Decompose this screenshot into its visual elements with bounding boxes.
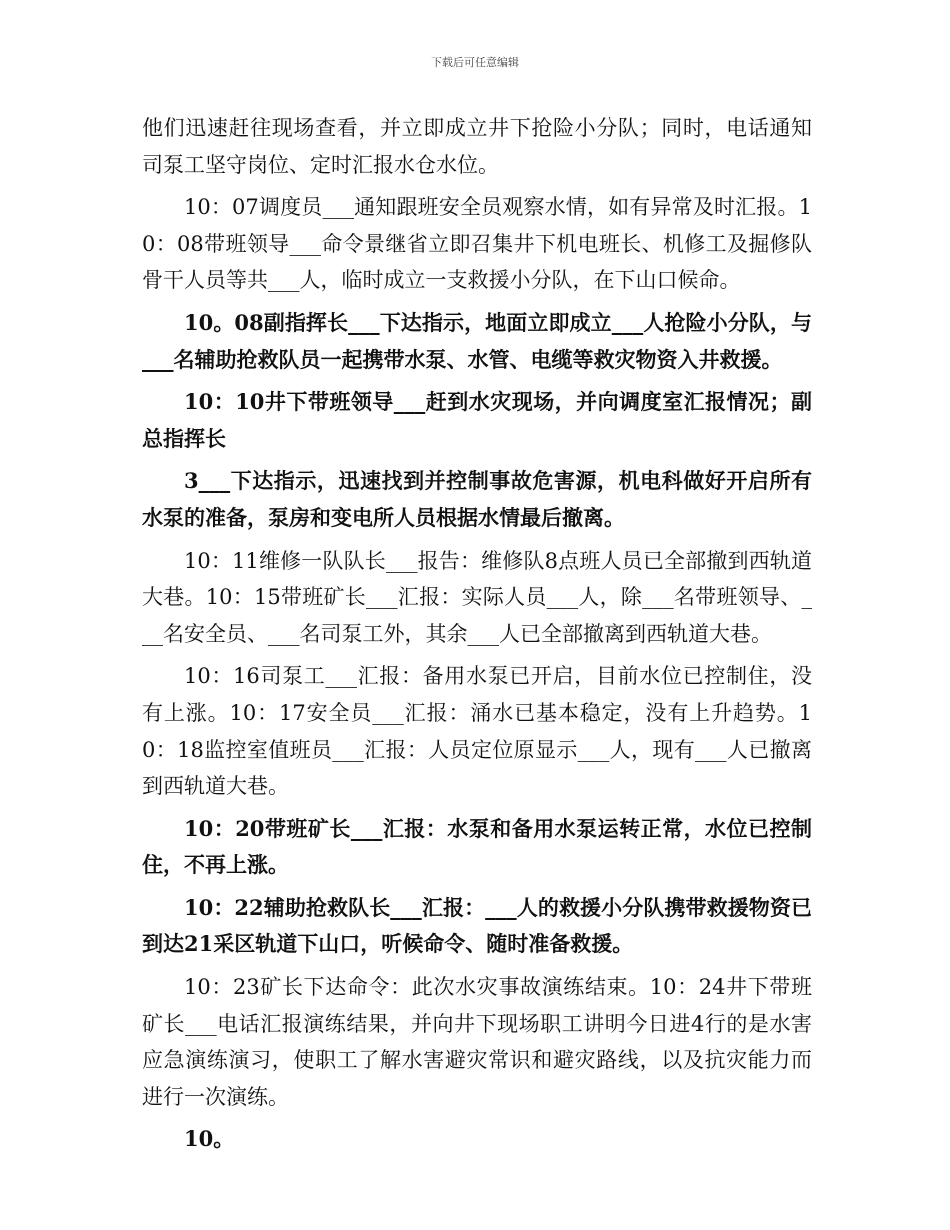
paragraph: 10：11维修一队队长___报告：维修队8点班人员已全部撤到西轨道大巷。10：15带班矿长___汇报：实际人员___人，除___名带班领导、___名安全员、___名司泵工外，其余___人已全部撤离到西轨道大巷。 — [142, 548, 812, 646]
paragraph: 10：23矿长下达命令：此次水灾事故演练结束。10：24井下带班矿长___电话汇报演练结果，并向井下现场职工讲明今日进4行的是水害应急演练演习，使职工了解水害避灾常识和避灾路线，以及抗灾能力而进行一次演练。 — [142, 975, 812, 1109]
paragraph: 10：16司泵工___汇报：备用水泵已开启，目前水位已控制住，没有上涨。10：17安全员___汇报：涌水已基本稳定，没有上升趋势。10：18监控室值班员___汇报：人员定位原显示___人，现有___人已撤离到西轨道大巷。 — [142, 664, 812, 799]
paragraph-bold: 10。 — [184, 1126, 235, 1152]
paragraph: 10：07调度员___通知跟班安全员观察水情，如有异常及时汇报。10：08带班领导___命令景继省立即召集井下机电班长、机修工及掘修队骨干人员等共___人，临时成立一支救援小分队，在下山口候命。 — [142, 195, 812, 293]
paragraph: 他们迅速赶往现场查看，并立即成立井下抢险小分队；同时，电话通知司泵工坚守岗位、定时汇报水仓水位。 — [142, 116, 812, 177]
paragraph-bold: 3___下达指示，迅速找到并控制事故危害源，机电科做好开启所有水泵的准备，泵房和变电所人员根据水情最后撤离。 — [142, 468, 812, 530]
paragraph-bold: 10：20带班矿长___汇报：水泵和备用水泵运转正常，水位已控制住，不再上涨。 — [142, 815, 812, 878]
page-header: 下载后可任意编辑 — [431, 56, 519, 69]
document-body — [142, 110, 812, 1158]
paragraph-bold: 10：10井下带班领导___赶到水灾现场，并向调度室汇报情况；副总指挥长 — [142, 389, 812, 451]
paragraph-bold: 10。08副指挥长___下达指示，地面立即成立___人抢险小分队，与___名辅助抢救队员一起携带水泵、水管、电缆等救灾物资入井救援。 — [142, 309, 812, 372]
paragraph-bold: 10：22辅助抢救队长___汇报：___人的救援小分队携带救援物资已到达21采区轨道下山口，听候命令、随时准备救援。 — [142, 894, 812, 957]
